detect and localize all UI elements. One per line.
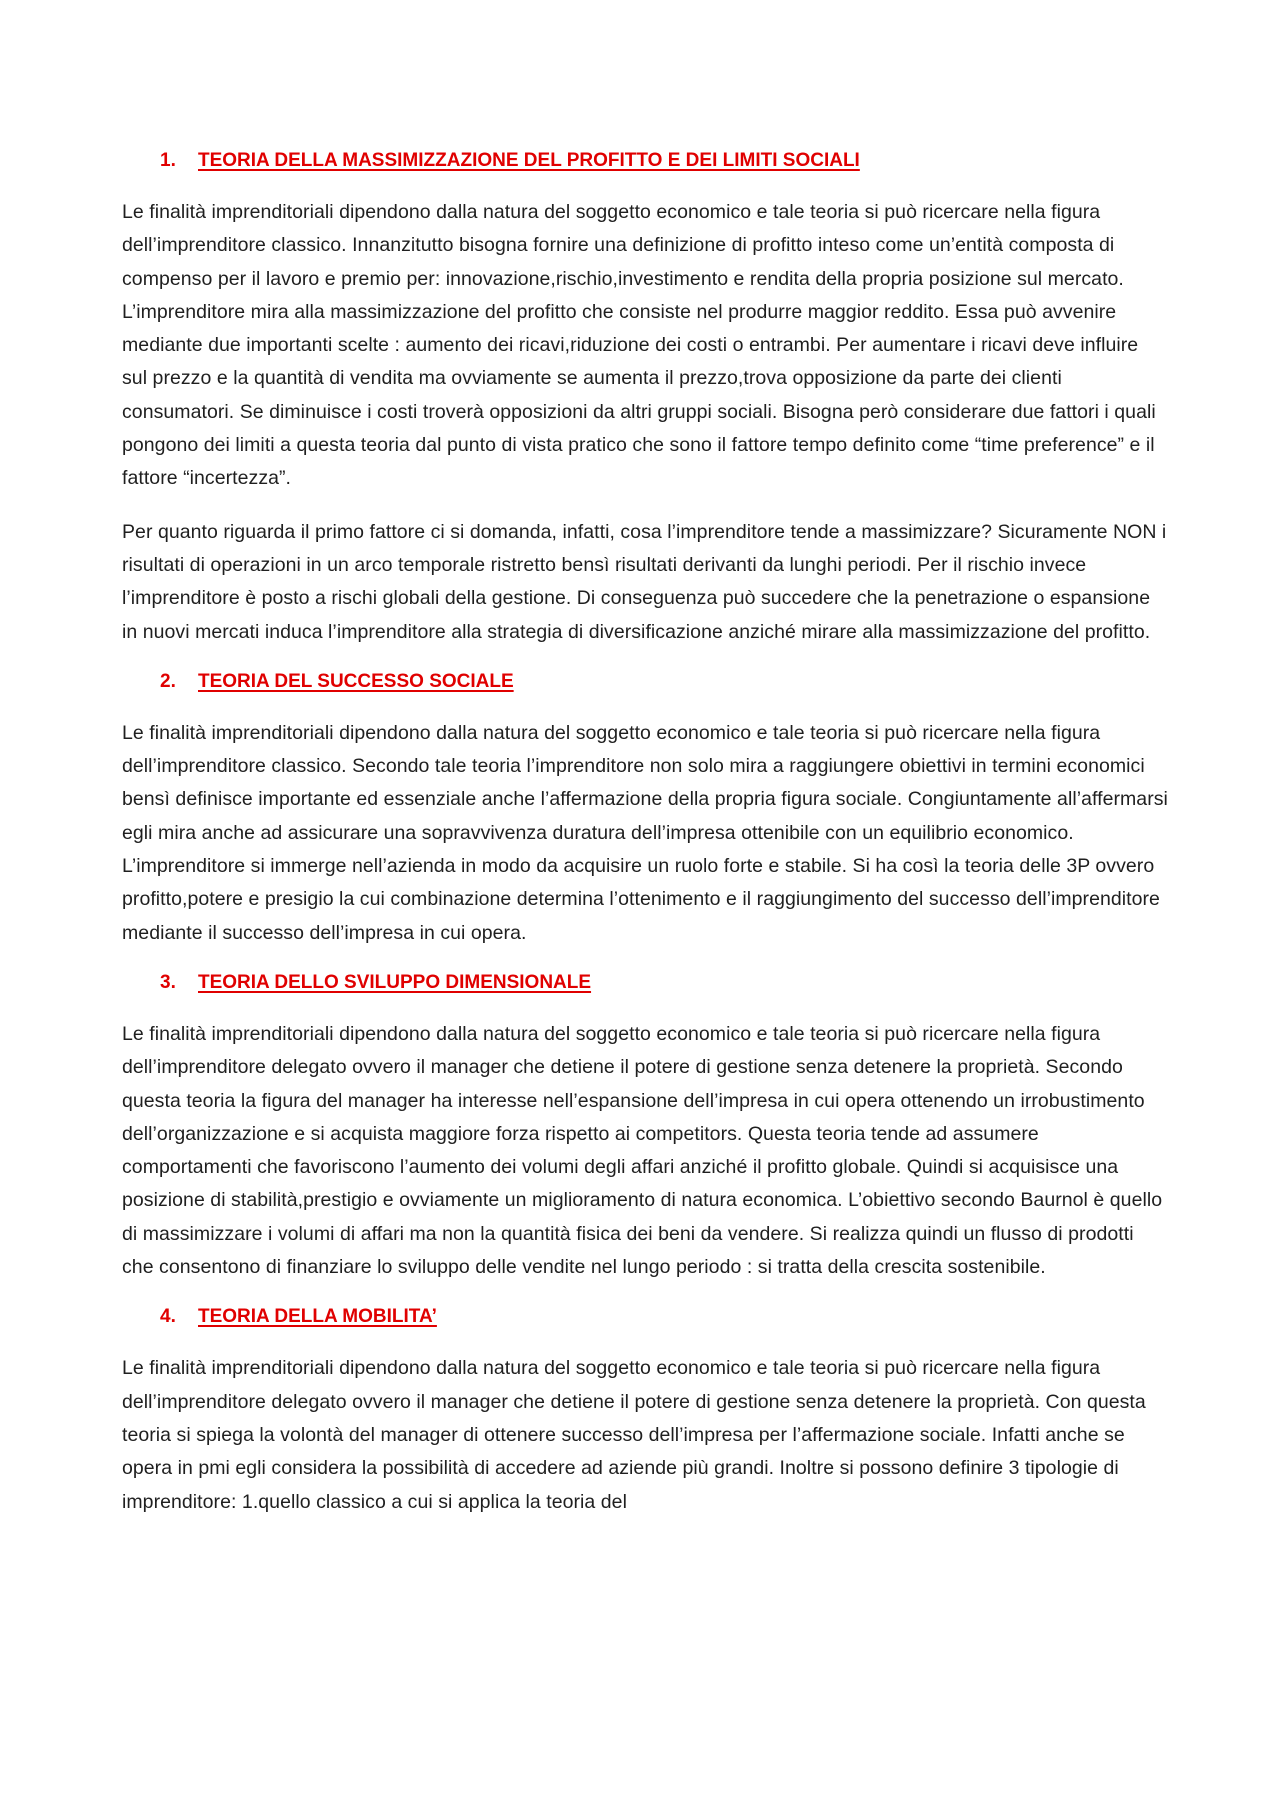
- section-heading: [122, 1304, 1168, 1330]
- section-number: 2.: [160, 670, 176, 692]
- section-heading: [122, 669, 1168, 695]
- section-1: [122, 148, 1168, 649]
- paragraph: Le finalità imprenditoriali dipendono dalla natura del soggetto economico e tale teoria si può ricercare nella figura dell’imprenditore classico. Innanzitutto bisogna fornire una definizione di profitto inteso come un’entità composta di compenso per il lavoro e premio per: innovazione,rischio,investimento e rendita della propria posizione sul mercato. L’imprenditore mira alla massimizzazione del profitto che consiste nel produrre maggior reddito. Essa può avvenire mediante due importanti scelte : aumento dei ricavi,riduzione dei costi o entrambi. Per aumentare i ricavi deve influire sul prezzo e la quantità di vendita ma ovviamente se aumenta il prezzo,trova opposizione da parte dei clienti consumatori. Se diminuisce i costi troverà opposizioni da altri gruppi sociali. Bisogna però considerare due fattori i quali pongono dei limiti a questa teoria dal punto di vista pratico che sono il fattore tempo definito come “time preference” e il fattore “incertezza”.: [122, 201, 1156, 490]
- document-page: [122, 148, 1168, 1539]
- section-heading: [122, 970, 1168, 996]
- section-2: [122, 669, 1168, 950]
- section-title: TEORIA DELLO SVILUPPO DIMENSIONALE: [198, 971, 592, 993]
- section-number: 1.: [160, 150, 176, 171]
- paragraph: Le finalità imprenditoriali dipendono dalla natura del soggetto economico e tale teoria si può ricercare nella figura dell’imprenditore delegato ovvero il manager che detiene il potere di gestione senza detenere la proprietà. Con questa teoria si spiega la volontà del manager di ottenere successo dell’impresa per l’affermazione sociale. Infatti anche se opera in pmi egli considera la possibilità di accedere ad aziende più grandi. Inoltre si possono definire 3 tipologie di imprenditore: 1.quello classico a cui si applica la teoria del: [122, 1357, 1146, 1513]
- section-3: [122, 970, 1168, 1284]
- section-number: 3.: [160, 971, 176, 993]
- section-title: TEORIA DEL SUCCESSO SOCIALE: [198, 670, 514, 692]
- section-number: 4.: [160, 1306, 176, 1328]
- section-title: TEORIA DELLA MOBILITA’: [198, 1306, 437, 1328]
- paragraph: Le finalità imprenditoriali dipendono dalla natura del soggetto economico e tale teoria si può ricercare nella figura dell’imprenditore classico. Secondo tale teoria l’imprenditore non solo mira a raggiungere obiettivi in termini economici bensì definisce importante ed essenziale anche l’affermazione della propria figura sociale. Congiuntamente all’affermarsi egli mira anche ad assicurare una sopravvivenza duratura dell’impresa ottenibile con un equilibrio economico. L’imprenditore si immerge nell’azienda in modo da acquisire un ruolo forte e stabile. Si ha così la teoria delle 3P ovvero profitto,potere e presigio la cui combinazione determina l’ottenimento e il raggiungimento del successo dell’imprenditore mediante il successo dell’impresa in cui opera.: [122, 721, 1168, 944]
- paragraph: Le finalità imprenditoriali dipendono dalla natura del soggetto economico e tale teoria si può ricercare nella figura dell’imprenditore delegato ovvero il manager che detiene il potere di gestione senza detenere la proprietà. Secondo questa teoria la figura del manager ha interesse nell’espansione dell’impresa in cui opera ottenendo un irrobustimento dell’organizzazione e si acquista maggiore forza rispetto ai competitors. Questa teoria tende ad assumere comportamenti che favoriscono l’aumento dei volumi degli affari anziché il profitto globale. Quindi si acquisisce una posizione di stabilità,prestigio e ovviamente un miglioramento di natura economica. L’obiettivo secondo Baurnol è quello di massimizzare i volumi di affari ma non la quantità fisica dei beni da vendere. Si realizza quindi un flusso di prodotti che consentono di finanziare lo sviluppo delle vendite nel lungo periodo : si tratta della crescita sostenibile.: [122, 1022, 1163, 1279]
- section-heading: [122, 148, 1168, 174]
- section-title: TEORIA DELLA MASSIMIZZAZIONE DEL PROFITTO E DEI LIMITI SOCIALI: [198, 150, 860, 171]
- section-4: [122, 1304, 1168, 1518]
- paragraph: Per quanto riguarda il primo fattore ci si domanda, infatti, cosa l’imprenditore tende a massimizzare? Sicuramente NON i risultati di operazioni in un arco temporale ristretto bensì risultati derivanti da lunghi periodi. Per il rischio invece l’imprenditore è posto a rischi globali della gestione. Di conseguenza può succedere che la penetrazione o espansione in nuovi mercati induca l’imprenditore alla strategia di diversificazione anziché mirare alla massimizzazione del profitto.: [122, 520, 1167, 643]
